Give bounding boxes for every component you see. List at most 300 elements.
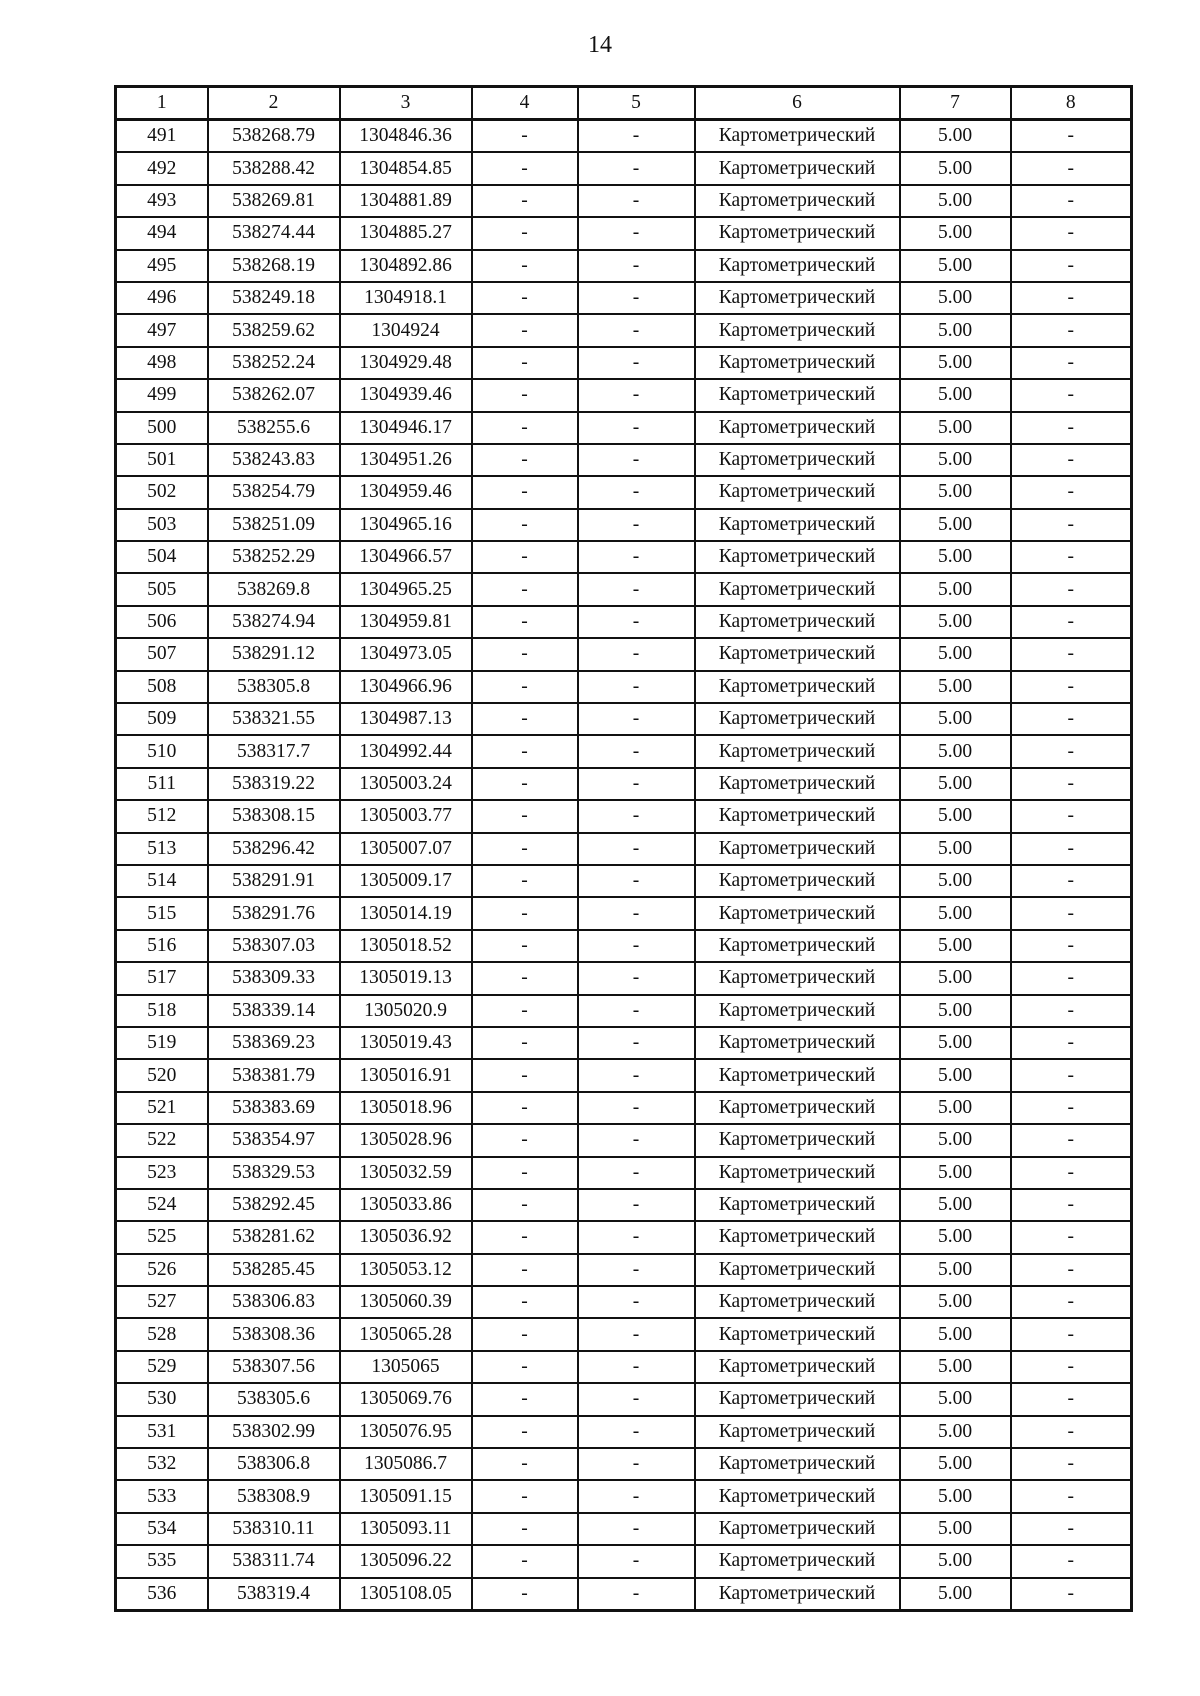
accuracy-cell: 5.00 [900,444,1011,476]
y-coordinate-cell: 1305009.17 [340,865,472,897]
accuracy-cell: 5.00 [900,541,1011,573]
column-4-cell: - [472,314,578,346]
column-5-cell: - [578,1578,695,1611]
y-coordinate-cell: 1305019.43 [340,1027,472,1059]
accuracy-cell: 5.00 [900,250,1011,282]
table-row [116,1351,1132,1383]
column-5-cell: - [578,995,695,1027]
column-4-cell: - [472,833,578,865]
table-row [116,1286,1132,1318]
x-coordinate-cell: 538274.44 [208,217,340,249]
column-5-cell: - [578,833,695,865]
x-coordinate-cell: 538292.45 [208,1189,340,1221]
column-5-cell: - [578,1059,695,1091]
y-coordinate-cell: 1305028.96 [340,1124,472,1156]
column-4-cell: - [472,995,578,1027]
column-4-cell: - [472,250,578,282]
point-number-cell: 509 [116,703,208,735]
table-row [116,250,1132,282]
column-8-cell: - [1011,152,1132,184]
accuracy-cell: 5.00 [900,1254,1011,1286]
column-5-cell: - [578,1286,695,1318]
column-5-cell: - [578,1480,695,1512]
column-4-cell: - [472,1513,578,1545]
accuracy-cell: 5.00 [900,1092,1011,1124]
method-cell: Картометрический [695,1448,900,1480]
y-coordinate-cell: 1305036.92 [340,1221,472,1253]
column-4-cell: - [472,1286,578,1318]
point-number-cell: 495 [116,250,208,282]
column-4-cell: - [472,865,578,897]
column-8-cell: - [1011,671,1132,703]
accuracy-cell: 5.00 [900,606,1011,638]
point-number-cell: 524 [116,1189,208,1221]
method-cell: Картометрический [695,347,900,379]
y-coordinate-cell: 1305018.52 [340,930,472,962]
accuracy-cell: 5.00 [900,1318,1011,1350]
x-coordinate-cell: 538305.6 [208,1383,340,1415]
column-8-cell: - [1011,444,1132,476]
x-coordinate-cell: 538308.36 [208,1318,340,1350]
point-number-cell: 511 [116,768,208,800]
column-4-cell: - [472,476,578,508]
method-cell: Картометрический [695,1383,900,1415]
column-8-cell: - [1011,1124,1132,1156]
method-cell: Картометрический [695,638,900,670]
column-5-cell: - [578,1221,695,1253]
column-5-cell: - [578,1318,695,1350]
method-cell: Картометрический [695,1416,900,1448]
method-cell: Картометрический [695,865,900,897]
method-cell: Картометрический [695,1513,900,1545]
y-coordinate-cell: 1305108.05 [340,1578,472,1611]
column-4-cell: - [472,768,578,800]
column-5-cell: - [578,476,695,508]
point-number-cell: 513 [116,833,208,865]
accuracy-cell: 5.00 [900,1221,1011,1253]
accuracy-cell: 5.00 [900,671,1011,703]
table-row [116,833,1132,865]
x-coordinate-cell: 538243.83 [208,444,340,476]
table-row [116,444,1132,476]
column-4-cell: - [472,1027,578,1059]
column-8-cell: - [1011,962,1132,994]
column-8-cell: - [1011,314,1132,346]
accuracy-cell: 5.00 [900,1157,1011,1189]
column-8-cell: - [1011,606,1132,638]
y-coordinate-cell: 1304892.86 [340,250,472,282]
table-row [116,120,1132,153]
column-8-cell: - [1011,1545,1132,1577]
x-coordinate-cell: 538296.42 [208,833,340,865]
point-number-cell: 492 [116,152,208,184]
point-number-cell: 507 [116,638,208,670]
method-cell: Картометрический [695,800,900,832]
column-8-cell: - [1011,1027,1132,1059]
column-header-1: 1 [116,87,208,120]
method-cell: Картометрический [695,541,900,573]
y-coordinate-cell: 1304918.1 [340,282,472,314]
column-8-cell: - [1011,250,1132,282]
point-number-cell: 519 [116,1027,208,1059]
method-cell: Картометрический [695,703,900,735]
method-cell: Картометрический [695,476,900,508]
column-8-cell: - [1011,1157,1132,1189]
column-4-cell: - [472,1578,578,1611]
column-4-cell: - [472,509,578,541]
column-4-cell: - [472,1189,578,1221]
accuracy-cell: 5.00 [900,865,1011,897]
table-row [116,1318,1132,1350]
table-row [116,1027,1132,1059]
method-cell: Картометрический [695,1027,900,1059]
method-cell: Картометрический [695,1189,900,1221]
table-row [116,1416,1132,1448]
y-coordinate-cell: 1305053.12 [340,1254,472,1286]
column-4-cell: - [472,347,578,379]
table-row [116,476,1132,508]
column-8-cell: - [1011,1383,1132,1415]
column-4-cell: - [472,1157,578,1189]
table-row [116,347,1132,379]
x-coordinate-cell: 538288.42 [208,152,340,184]
table-row [116,1189,1132,1221]
point-number-cell: 496 [116,282,208,314]
column-header-3: 3 [340,87,472,120]
point-number-cell: 494 [116,217,208,249]
x-coordinate-cell: 538311.74 [208,1545,340,1577]
y-coordinate-cell: 1305076.95 [340,1416,472,1448]
column-8-cell: - [1011,833,1132,865]
table-row [116,1545,1132,1577]
point-number-cell: 532 [116,1448,208,1480]
column-4-cell: - [472,930,578,962]
column-4-cell: - [472,1254,578,1286]
x-coordinate-cell: 538381.79 [208,1059,340,1091]
method-cell: Картометрический [695,735,900,767]
column-8-cell: - [1011,865,1132,897]
y-coordinate-cell: 1304854.85 [340,152,472,184]
y-coordinate-cell: 1305016.91 [340,1059,472,1091]
point-number-cell: 504 [116,541,208,573]
column-5-cell: - [578,1189,695,1221]
column-5-cell: - [578,897,695,929]
x-coordinate-cell: 538309.33 [208,962,340,994]
table-row [116,606,1132,638]
column-5-cell: - [578,768,695,800]
table-row [116,768,1132,800]
x-coordinate-cell: 538319.4 [208,1578,340,1611]
column-8-cell: - [1011,1254,1132,1286]
column-8-cell: - [1011,930,1132,962]
method-cell: Картометрический [695,250,900,282]
y-coordinate-cell: 1305065 [340,1351,472,1383]
x-coordinate-cell: 538268.79 [208,120,340,153]
column-5-cell: - [578,573,695,605]
column-5-cell: - [578,800,695,832]
column-4-cell: - [472,962,578,994]
accuracy-cell: 5.00 [900,476,1011,508]
x-coordinate-cell: 538252.24 [208,347,340,379]
column-4-cell: - [472,897,578,929]
point-number-cell: 531 [116,1416,208,1448]
method-cell: Картометрический [695,1351,900,1383]
column-4-cell: - [472,444,578,476]
x-coordinate-cell: 538306.8 [208,1448,340,1480]
method-cell: Картометрический [695,962,900,994]
column-5-cell: - [578,152,695,184]
column-header-8: 8 [1011,87,1132,120]
column-8-cell: - [1011,897,1132,929]
point-number-cell: 528 [116,1318,208,1350]
y-coordinate-cell: 1305091.15 [340,1480,472,1512]
y-coordinate-cell: 1305003.24 [340,768,472,800]
y-coordinate-cell: 1304973.05 [340,638,472,670]
y-coordinate-cell: 1305020.9 [340,995,472,1027]
point-number-cell: 534 [116,1513,208,1545]
method-cell: Картометрический [695,1059,900,1091]
x-coordinate-cell: 538251.09 [208,509,340,541]
y-coordinate-cell: 1305003.77 [340,800,472,832]
table-row [116,735,1132,767]
point-number-cell: 518 [116,995,208,1027]
column-5-cell: - [578,962,695,994]
column-8-cell: - [1011,347,1132,379]
method-cell: Картометрический [695,120,900,153]
column-8-cell: - [1011,509,1132,541]
column-5-cell: - [578,606,695,638]
column-8-cell: - [1011,282,1132,314]
column-header-6: 6 [695,87,900,120]
table-row [116,185,1132,217]
column-4-cell: - [472,1059,578,1091]
accuracy-cell: 5.00 [900,152,1011,184]
column-4-cell: - [472,573,578,605]
y-coordinate-cell: 1304939.46 [340,379,472,411]
column-8-cell: - [1011,1189,1132,1221]
column-header-2: 2 [208,87,340,120]
accuracy-cell: 5.00 [900,735,1011,767]
column-4-cell: - [472,1221,578,1253]
method-cell: Картометрический [695,671,900,703]
accuracy-cell: 5.00 [900,120,1011,153]
table-row [116,282,1132,314]
method-cell: Картометрический [695,1157,900,1189]
column-4-cell: - [472,735,578,767]
accuracy-cell: 5.00 [900,573,1011,605]
accuracy-cell: 5.00 [900,1351,1011,1383]
column-4-cell: - [472,1124,578,1156]
point-number-cell: 521 [116,1092,208,1124]
x-coordinate-cell: 538321.55 [208,703,340,735]
method-cell: Картометрический [695,1286,900,1318]
column-4-cell: - [472,541,578,573]
table-row [116,217,1132,249]
y-coordinate-cell: 1305065.28 [340,1318,472,1350]
point-number-cell: 535 [116,1545,208,1577]
accuracy-cell: 5.00 [900,347,1011,379]
table-row [116,962,1132,994]
y-coordinate-cell: 1305007.07 [340,833,472,865]
column-8-cell: - [1011,1059,1132,1091]
x-coordinate-cell: 538254.79 [208,476,340,508]
point-number-cell: 497 [116,314,208,346]
column-5-cell: - [578,347,695,379]
table-row [116,314,1132,346]
method-cell: Картометрический [695,1578,900,1611]
accuracy-cell: 5.00 [900,1189,1011,1221]
column-4-cell: - [472,1545,578,1577]
method-cell: Картометрический [695,1221,900,1253]
column-4-cell: - [472,800,578,832]
method-cell: Картометрический [695,444,900,476]
table-row [116,379,1132,411]
method-cell: Картометрический [695,1092,900,1124]
point-number-cell: 516 [116,930,208,962]
x-coordinate-cell: 538255.6 [208,412,340,444]
y-coordinate-cell: 1304959.81 [340,606,472,638]
column-4-cell: - [472,1318,578,1350]
table-row [116,509,1132,541]
point-number-cell: 510 [116,735,208,767]
y-coordinate-cell: 1305014.19 [340,897,472,929]
table-body [116,120,1132,1611]
column-8-cell: - [1011,800,1132,832]
y-coordinate-cell: 1304987.13 [340,703,472,735]
column-4-cell: - [472,120,578,153]
column-5-cell: - [578,1416,695,1448]
x-coordinate-cell: 538269.8 [208,573,340,605]
column-4-cell: - [472,152,578,184]
column-5-cell: - [578,1351,695,1383]
column-4-cell: - [472,185,578,217]
method-cell: Картометрический [695,152,900,184]
accuracy-cell: 5.00 [900,1513,1011,1545]
column-header-7: 7 [900,87,1011,120]
column-8-cell: - [1011,1351,1132,1383]
column-4-cell: - [472,606,578,638]
accuracy-cell: 5.00 [900,509,1011,541]
method-cell: Картометрический [695,1254,900,1286]
column-8-cell: - [1011,638,1132,670]
x-coordinate-cell: 538291.91 [208,865,340,897]
y-coordinate-cell: 1304992.44 [340,735,472,767]
accuracy-cell: 5.00 [900,1383,1011,1415]
point-number-cell: 514 [116,865,208,897]
x-coordinate-cell: 538354.97 [208,1124,340,1156]
method-cell: Картометрический [695,606,900,638]
accuracy-cell: 5.00 [900,1286,1011,1318]
x-coordinate-cell: 538306.83 [208,1286,340,1318]
table-row [116,1383,1132,1415]
point-number-cell: 501 [116,444,208,476]
table-row [116,995,1132,1027]
x-coordinate-cell: 538274.94 [208,606,340,638]
accuracy-cell: 5.00 [900,962,1011,994]
column-5-cell: - [578,282,695,314]
column-5-cell: - [578,120,695,153]
y-coordinate-cell: 1304846.36 [340,120,472,153]
table-row [116,865,1132,897]
accuracy-cell: 5.00 [900,314,1011,346]
method-cell: Картометрический [695,412,900,444]
column-5-cell: - [578,735,695,767]
accuracy-cell: 5.00 [900,412,1011,444]
accuracy-cell: 5.00 [900,217,1011,249]
table-row [116,541,1132,573]
point-number-cell: 517 [116,962,208,994]
y-coordinate-cell: 1305019.13 [340,962,472,994]
method-cell: Картометрический [695,833,900,865]
accuracy-cell: 5.00 [900,638,1011,670]
column-5-cell: - [578,379,695,411]
column-5-cell: - [578,1513,695,1545]
column-5-cell: - [578,250,695,282]
x-coordinate-cell: 538291.76 [208,897,340,929]
method-cell: Картометрический [695,185,900,217]
x-coordinate-cell: 538310.11 [208,1513,340,1545]
point-number-cell: 525 [116,1221,208,1253]
x-coordinate-cell: 538383.69 [208,1092,340,1124]
column-4-cell: - [472,282,578,314]
point-number-cell: 536 [116,1578,208,1611]
table-row [116,930,1132,962]
method-cell: Картометрический [695,1124,900,1156]
y-coordinate-cell: 1304966.96 [340,671,472,703]
accuracy-cell: 5.00 [900,1578,1011,1611]
y-coordinate-cell: 1304965.25 [340,573,472,605]
table-row [116,703,1132,735]
accuracy-cell: 5.00 [900,897,1011,929]
method-cell: Картометрический [695,282,900,314]
x-coordinate-cell: 538339.14 [208,995,340,1027]
table-row [116,1448,1132,1480]
point-number-cell: 499 [116,379,208,411]
accuracy-cell: 5.00 [900,703,1011,735]
y-coordinate-cell: 1305032.59 [340,1157,472,1189]
column-5-cell: - [578,1157,695,1189]
accuracy-cell: 5.00 [900,282,1011,314]
accuracy-cell: 5.00 [900,1416,1011,1448]
y-coordinate-cell: 1304959.46 [340,476,472,508]
accuracy-cell: 5.00 [900,800,1011,832]
column-5-cell: - [578,509,695,541]
method-cell: Картометрический [695,217,900,249]
table-row [116,1254,1132,1286]
column-8-cell: - [1011,768,1132,800]
column-5-cell: - [578,412,695,444]
column-4-cell: - [472,1351,578,1383]
column-5-cell: - [578,638,695,670]
column-5-cell: - [578,217,695,249]
table-row [116,1578,1132,1611]
y-coordinate-cell: 1305069.76 [340,1383,472,1415]
point-number-cell: 512 [116,800,208,832]
point-number-cell: 526 [116,1254,208,1286]
y-coordinate-cell: 1304946.17 [340,412,472,444]
x-coordinate-cell: 538262.07 [208,379,340,411]
accuracy-cell: 5.00 [900,1124,1011,1156]
column-4-cell: - [472,703,578,735]
point-number-cell: 515 [116,897,208,929]
column-8-cell: - [1011,995,1132,1027]
accuracy-cell: 5.00 [900,768,1011,800]
table-row [116,1092,1132,1124]
accuracy-cell: 5.00 [900,995,1011,1027]
table-row [116,1157,1132,1189]
table-row [116,897,1132,929]
point-number-cell: 506 [116,606,208,638]
